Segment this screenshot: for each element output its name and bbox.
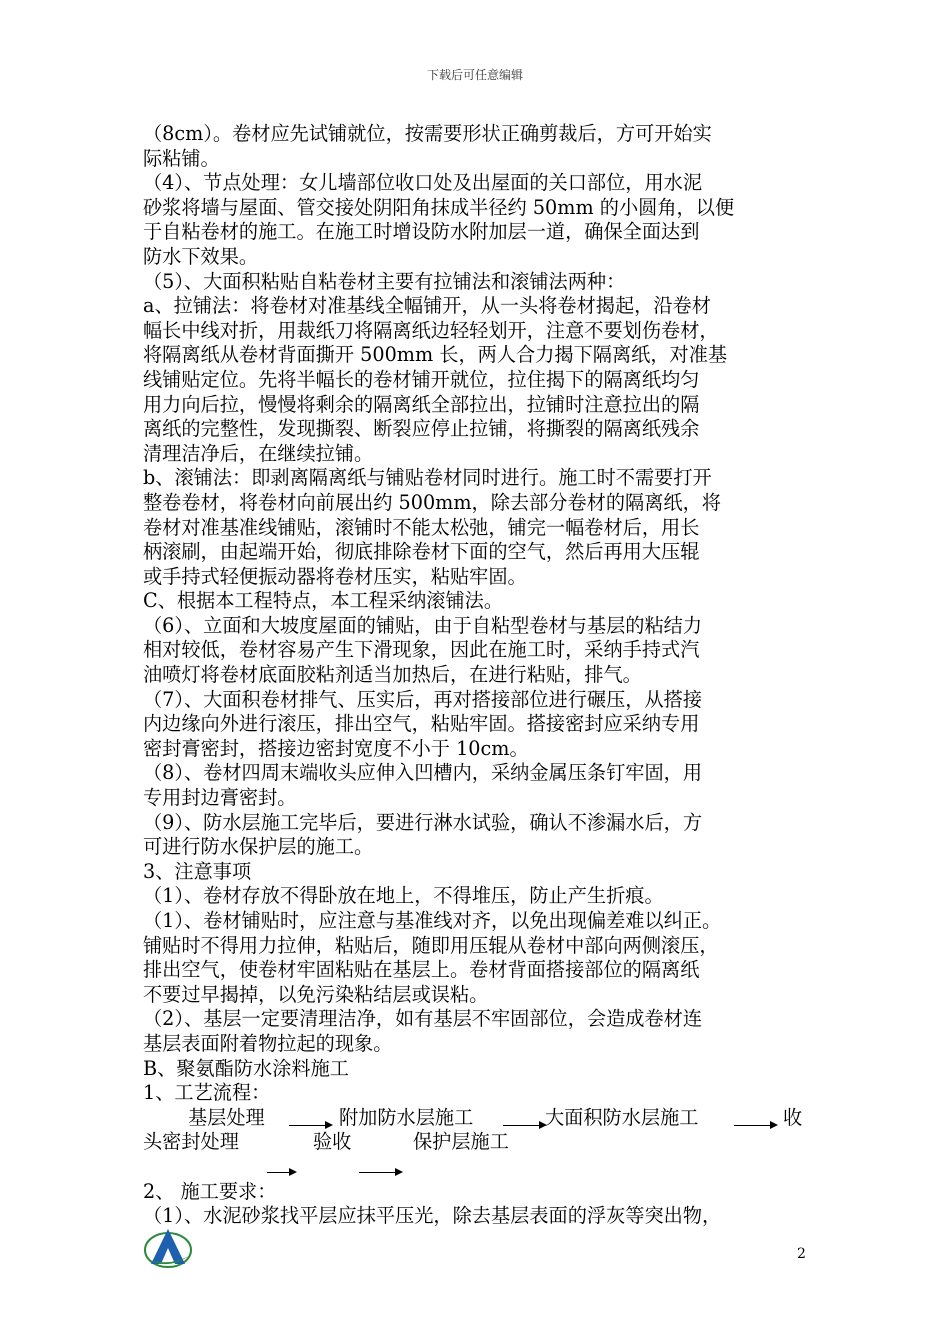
flow-step-large-area-layer: 大面积防水层施工	[545, 1105, 699, 1129]
text-line: 排出空气，使卷材牢固粘贴在基层上。卷材背面搭接部位的隔离纸	[143, 958, 700, 982]
page-number: 2	[797, 1246, 806, 1262]
text-line: （9）、防水层施工完毕后，要进行淋水试验，确认不渗漏水后，方	[143, 810, 703, 834]
text-line: a、拉铺法：将卷材对准基线全幅铺开，从一头将卷材揭起，沿卷材	[143, 294, 711, 318]
flow-arrow-2	[503, 1125, 545, 1126]
text-line: 铺贴时不得用力拉伸，粘贴后，随即用压辊从卷材中部向两侧滚压，	[143, 933, 719, 957]
text-line: （1）、卷材铺贴时，应注意与基准线对齐，以免出现偏差难以纠正。	[143, 909, 722, 932]
text-line: 油喷灯将卷材底面胶粘剂适当加热后，在进行粘贴，排气。	[143, 663, 642, 687]
flow-step-protection-layer: 保护层施工	[413, 1129, 509, 1153]
flow-arrow-3	[734, 1125, 776, 1126]
text-line: （2）、基层一定要清理洁净，如有基层不牢固部位，会造成卷材连	[143, 1007, 703, 1031]
company-logo-icon	[143, 1226, 193, 1270]
text-line: （1）、水泥砂浆找平层应抹平压光，除去基层表面的浮灰等突出物，	[143, 1204, 722, 1228]
text-line: （7）、大面积卷材排气、压实后，再对搭接部位进行碾压，从搭接	[143, 687, 703, 711]
text-line: （8cm）。卷材应先试铺就位，按需要形状正确剪裁后，方可开始实	[143, 122, 712, 145]
text-line: 卷材对准基准线铺贴，滚铺时不能太松弛，铺完一幅卷材后，用长	[143, 515, 700, 539]
text-line: 密封膏密封，搭接边密封宽度不小于 10cm。	[143, 736, 529, 760]
text-line: 不要过早揭掉，以免污染粘结层或误粘。	[143, 982, 489, 1006]
text-line: B、聚氨酯防水涂料施工	[143, 1056, 349, 1080]
text-line: 或手持式轻便振动器将卷材压实，粘贴牢固。	[143, 564, 527, 588]
flow-step-acceptance: 验收	[313, 1129, 352, 1153]
text-line: 将隔离纸从卷材背面撕开 500mm 长，两人合力揭下隔离纸，对准基	[143, 343, 728, 367]
text-line: 可进行防水保护层的施工。	[143, 835, 374, 859]
text-line: 整卷卷材，将卷材向前展出约 500mm，除去部分卷材的隔离纸，将	[143, 490, 721, 514]
text-line: 内边缘向外进行滚压，排出空气，粘贴牢固。搭接密封应采纳专用	[143, 712, 700, 736]
flow-arrow-1	[289, 1125, 331, 1126]
text-line: 用力向后拉，慢慢将剩余的隔离纸全部拉出，拉铺时注意拉出的隔	[143, 392, 700, 416]
paragraph-block-top	[143, 122, 808, 1106]
page-header: 下载后可任意编辑	[426, 68, 523, 82]
flow-arrow-5	[359, 1172, 401, 1173]
text-line: 离纸的完整性，发现撕裂、断裂应停止拉铺，将撕裂的隔离纸残余	[143, 417, 700, 441]
text-line: 1、工艺流程：	[143, 1081, 271, 1105]
text-line: （5）、大面积粘贴自粘卷材主要有拉铺法和滚铺法两种：	[143, 269, 626, 293]
document-body	[143, 122, 808, 1229]
text-line: C、根据本工程特点，本工程采纳滚铺法。	[143, 589, 504, 613]
text-line: （8）、卷材四周末端收头应伸入凹槽内，采纳金属压条钉牢固，用	[143, 761, 703, 785]
text-line: 3、注意事项	[143, 859, 252, 883]
paragraph-block-bottom	[143, 1180, 808, 1229]
flow-step-end-seal-b: 头密封处理	[143, 1129, 239, 1153]
text-line: b、滚铺法：即剥离隔离纸与铺贴卷材同时进行。施工时不需要打开	[143, 466, 712, 490]
text-line: 线铺贴定位。先将半幅长的卷材铺开就位，拉住揭下的隔离纸均匀	[143, 367, 700, 391]
text-line: 际粘铺。	[143, 146, 220, 170]
process-flow	[143, 1106, 808, 1180]
text-line: 清理洁净后，在继续拉铺。	[143, 441, 374, 465]
text-line: 砂浆将墙与屋面、管交接处阴阳角抹成半径约 50mm 的小圆角，以便	[143, 195, 735, 219]
text-line: 幅长中线对折，用裁纸刀将隔离纸边轻轻划开，注意不要划伤卷材，	[143, 318, 719, 342]
text-line: （6）、立面和大坡度屋面的铺贴，由于自粘型卷材与基层的粘结力	[143, 613, 703, 637]
flow-step-base-treatment: 基层处理	[188, 1105, 265, 1129]
text-line: 专用封边膏密封。	[143, 786, 297, 810]
flow-step-additional-layer: 附加防水层施工	[339, 1105, 474, 1129]
text-line: 相对较低，卷材容易产生下滑现象，因此在施工时，采纳手持式汽	[143, 638, 700, 662]
text-line: 于自粘卷材的施工。在施工时增设防水附加层一道，确保全面达到	[143, 220, 700, 244]
flow-arrow-4	[267, 1172, 295, 1173]
text-line: 柄滚刷，由起端开始，彻底排除卷材下面的空气，然后再用大压辊	[143, 540, 700, 564]
flow-step-end-seal-a: 收	[783, 1105, 803, 1129]
text-line: 2、 施工要求：	[143, 1179, 277, 1203]
text-line: 基层表面附着物拉起的现象。	[143, 1031, 393, 1055]
text-line: 防水下效果。	[143, 244, 259, 268]
text-line: （1）、卷材存放不得卧放在地上，不得堆压，防止产生折痕。	[143, 884, 664, 908]
text-line: （4）、节点处理：女儿墙部位收口处及出屋面的关口部位，用水泥	[143, 171, 703, 195]
